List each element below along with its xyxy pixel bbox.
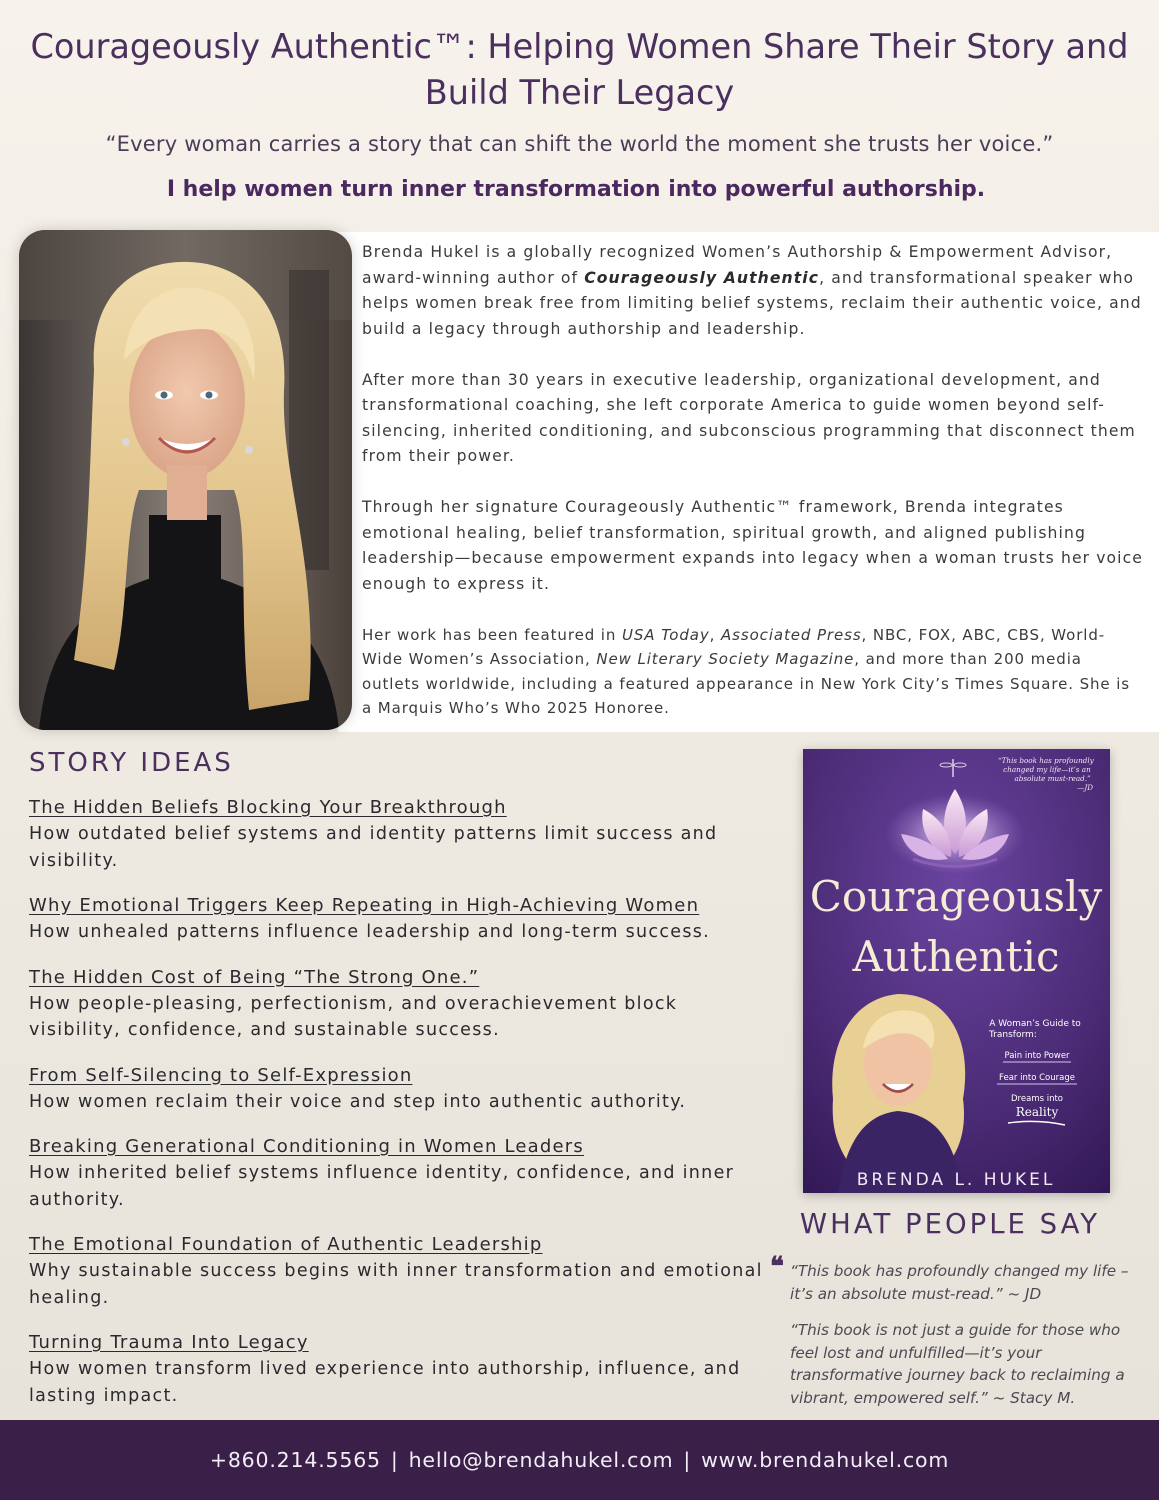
story-idea-title[interactable]: The Emotional Foundation of Authentic Leadership bbox=[29, 1234, 543, 1255]
story-idea-desc: How outdated belief systems and identity patterns limit success and visibility. bbox=[29, 824, 718, 871]
story-ideas-list bbox=[29, 795, 769, 1428]
story-idea bbox=[29, 965, 769, 1044]
story-idea bbox=[29, 1063, 769, 1116]
book-point-2: Fear into Courage bbox=[999, 1073, 1075, 1083]
book-title-line1: Courageously bbox=[809, 872, 1103, 921]
email-link[interactable]: hello@brendahukel.com bbox=[408, 1448, 674, 1472]
story-idea-title[interactable]: Turning Trauma Into Legacy bbox=[29, 1332, 309, 1353]
testimonial: “This book is not just a guide for those who feel lost and unfulfilled—it’s your transformative journey back to reclaiming a vibrant, empowered self.” ~ Stacy M. bbox=[790, 1321, 1125, 1407]
story-idea bbox=[29, 1134, 769, 1213]
story-idea bbox=[29, 893, 769, 946]
book-cover bbox=[803, 749, 1110, 1193]
bio-paragraph-3: Through her signature Courageously Authentic™ framework, Brenda integrates emotional healing, belief transformation, spiritual growth, and aligned publishing leadership—because empowerment expands into legacy when a woman trusts her voice enough to express it. bbox=[362, 498, 1143, 593]
story-ideas-heading: STORY IDEAS bbox=[29, 748, 234, 778]
book-author: BRENDA L. HUKEL bbox=[856, 1170, 1056, 1190]
story-idea bbox=[29, 795, 769, 874]
phone-link[interactable]: +860.214.5565 bbox=[209, 1448, 381, 1472]
separator: | bbox=[683, 1448, 692, 1472]
book-subtitle-a: A Woman’s Guide to bbox=[989, 1019, 1081, 1029]
website-link[interactable]: www.brendahukel.com bbox=[701, 1448, 950, 1472]
story-idea-desc: How unhealed patterns influence leadership and long-term success. bbox=[29, 922, 711, 942]
contact-footer bbox=[0, 1420, 1159, 1500]
book-title-mention: Courageously Authentic bbox=[584, 268, 820, 287]
story-idea-desc: How women reclaim their voice and step into authentic authority. bbox=[29, 1091, 687, 1112]
bio-paragraph-2: After more than 30 years in executive leadership, organizational development, and transformational coaching, she left corporate America to guide women beyond self-silencing, inherited conditioning, and subconscious programming that disconnect them from their power. bbox=[362, 370, 1136, 465]
bio-paragraph-4: Her work has been featured in USA Today, Associated Press, NBC, FOX, ABC, CBS, World-Wide Women’s Association, New Literary Society Magazine, and more than 200 media outlets worldwide, including a featured appearance in New York City’s Times Square. She is a Marquis Who’s Who 2025 Honoree. bbox=[362, 625, 1130, 717]
story-idea-desc: How women transform lived experience into authorship, influence, and lasting impact. bbox=[29, 1359, 741, 1406]
page-title: Courageously Authentic™: Helping Women Share Their Story and Build Their Legacy bbox=[30, 27, 1129, 112]
book-point-3a: Dreams into bbox=[1011, 1094, 1063, 1104]
testimonial: ❝ “This book has profoundly changed my life – it’s an absolute must-read.” ~ JD bbox=[770, 1252, 1129, 1303]
story-idea bbox=[29, 1232, 769, 1311]
quote-icon: ❝ bbox=[770, 1252, 784, 1282]
testimonials-list bbox=[770, 1252, 1140, 1423]
author-cover-photo bbox=[832, 994, 965, 1193]
story-idea-title[interactable]: Why Emotional Triggers Keep Repeating in High-Achieving Women bbox=[29, 895, 700, 916]
book-point-3b: Reality bbox=[1015, 1105, 1059, 1119]
story-idea-title[interactable]: The Hidden Cost of Being “The Strong One.” bbox=[29, 966, 480, 988]
story-idea-desc: How people-pleasing, perfectionism, and overachievement block visibility, confidence, and sustainable success. bbox=[29, 993, 678, 1040]
svg-text:“This book has profoundly: “This book has profoundly changed my life—it’s an absolute must-read.” —JD bbox=[997, 756, 1094, 792]
story-idea-title[interactable]: The Hidden Beliefs Blocking Your Breakthrough bbox=[29, 797, 507, 818]
author-photo bbox=[19, 230, 352, 730]
bio-paragraph-1: Brenda Hukel is a globally recognized Women’s Authorship & Empowerment Advisor, award-winning author of Courageously Authentic, and transformational speaker who helps women break free from limiting belief systems, reclaim their authentic voice, and build a legacy through authorship and leadership. bbox=[362, 243, 1142, 338]
story-idea-title[interactable]: From Self-Silencing to Self-Expression bbox=[29, 1064, 413, 1086]
book-point-1: Pain into Power bbox=[1004, 1051, 1070, 1061]
story-idea-desc: Why sustainable success begins with inner transformation and emotional healing. bbox=[29, 1261, 763, 1308]
book-subtitle-b: Transform: bbox=[989, 1030, 1037, 1040]
separator: | bbox=[390, 1448, 399, 1472]
story-idea-desc: How inherited belief systems influence identity, confidence, and inner authority. bbox=[29, 1163, 735, 1210]
header-quote: “Every woman carries a story that can shift the world the moment she trusts her voice.” bbox=[105, 132, 1054, 156]
bio-text bbox=[362, 240, 1144, 746]
story-idea bbox=[29, 1330, 769, 1409]
story-idea-title[interactable]: Breaking Generational Conditioning in Women Leaders bbox=[29, 1136, 584, 1157]
what-people-say-heading: WHAT PEOPLE SAY bbox=[799, 1208, 1101, 1240]
book-title-line2: Authentic bbox=[852, 932, 1060, 981]
tagline: I help women turn inner transformation into powerful authorship. bbox=[166, 177, 986, 202]
